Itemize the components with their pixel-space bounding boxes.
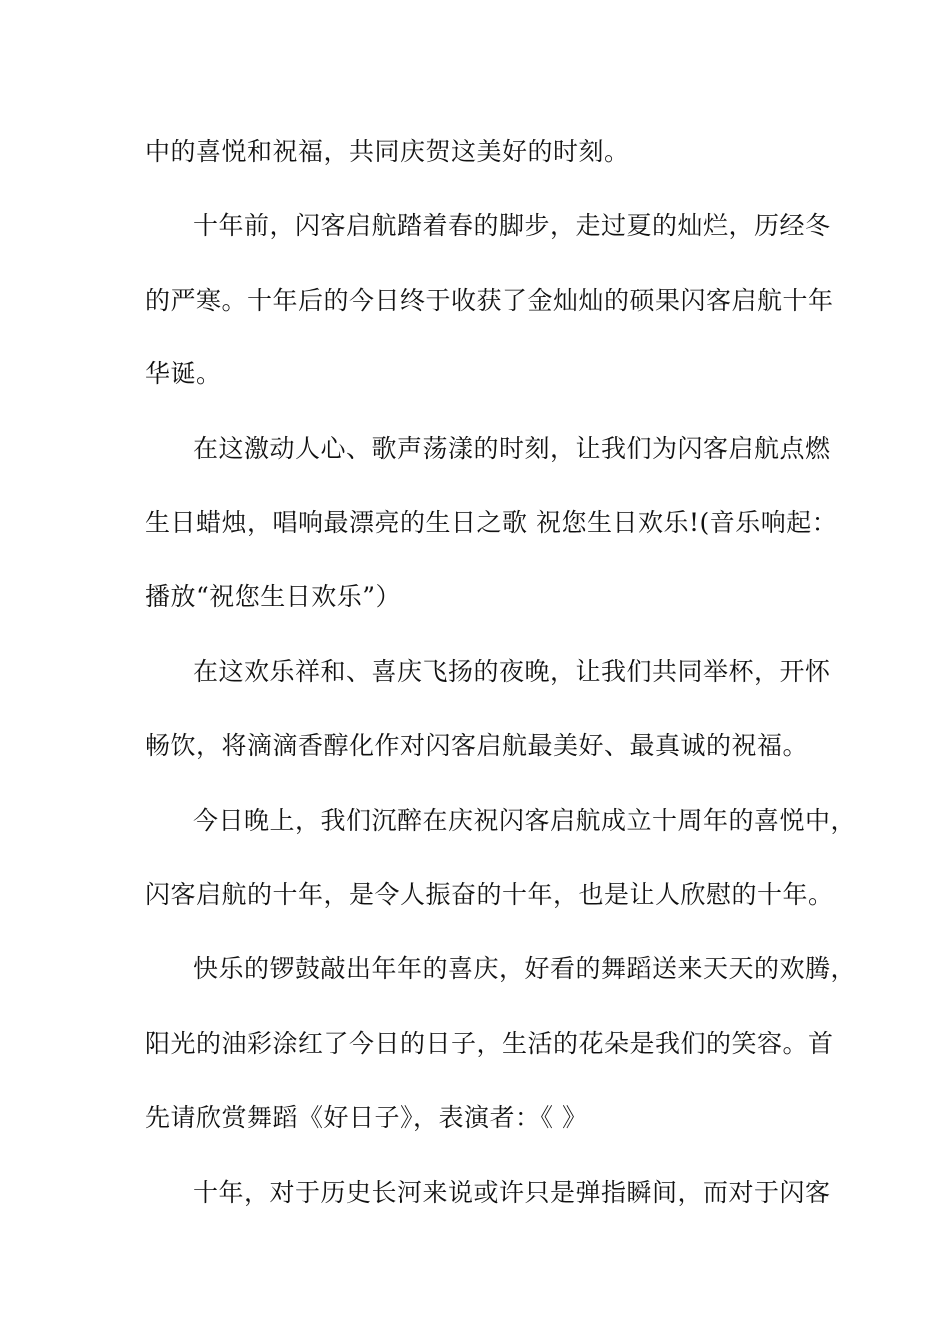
text-line-5: 在这激动人心、歌声荡漾的时刻，让我们为闪客启航点燃 (193, 434, 831, 463)
text-line-3: 的严寒。十年后的今日终于收获了金灿灿的硕果闪客启航十年 (145, 286, 834, 315)
text-line-9: 畅饮，将滴滴香醇化作对闪客启航最美好、最真诚的祝福。 (145, 731, 809, 760)
text-line-1: 中的喜悦和祝福，共同庆贺这美好的时刻。 (145, 137, 630, 166)
text-line-10: 今日晚上，我们沉醉在庆祝闪客启航成立十周年的喜悦中， (193, 806, 857, 835)
text-line-6: 生日蜡烛，唱响最漂亮的生日之歌 祝您生日欢乐!(音乐响起： (145, 508, 838, 537)
text-line-12: 快乐的锣鼓敲出年年的喜庆，好看的舞蹈送来天天的欢腾， (193, 954, 857, 983)
text-line-11: 闪客启航的十年，是令人振奋的十年，也是让人欣慰的十年。 (145, 880, 834, 909)
text-line-2: 十年前，闪客启航踏着春的脚步，走过夏的灿烂，历经冬 (193, 211, 831, 240)
text-line-7: 播放“祝您生日欢乐”） (145, 582, 402, 611)
text-line-15: 十年，对于历史长河来说或许只是弹指瞬间，而对于闪客 (193, 1178, 831, 1207)
text-line-13: 阳光的油彩涂红了今日的日子，生活的花朵是我们的笑容。首 (145, 1029, 834, 1058)
text-line-14: 先请欣赏舞蹈《好日子》，表演者：《 》 (145, 1103, 588, 1132)
text-line-8: 在这欢乐祥和、喜庆飞扬的夜晚，让我们共同举杯，开怀 (193, 657, 831, 686)
text-line-4: 华诞。 (145, 359, 222, 388)
